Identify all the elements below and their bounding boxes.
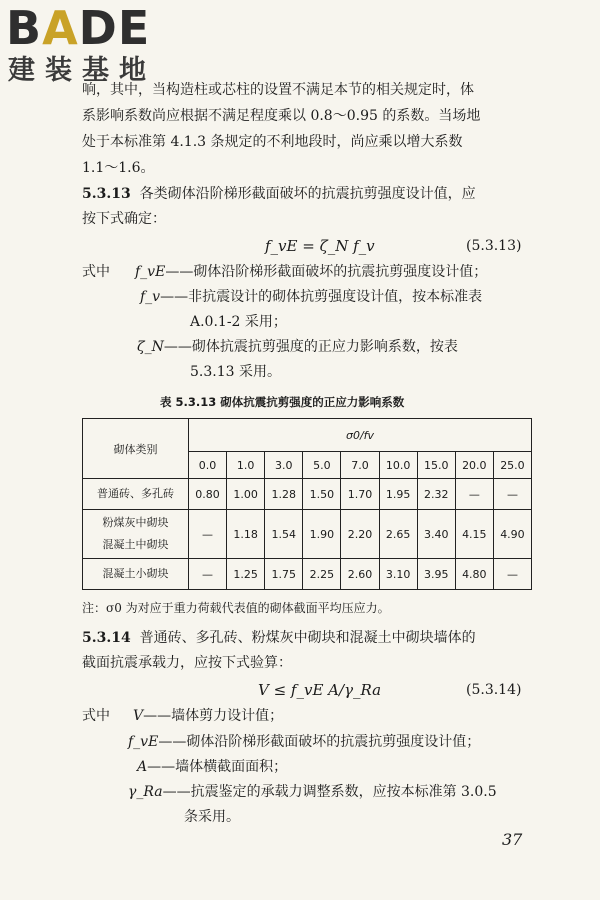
formula-5-3-13	[265, 236, 375, 256]
table-cell: 1.75	[265, 559, 303, 590]
table-col-header: 1.0	[227, 452, 265, 479]
table-row	[83, 479, 532, 510]
table-cell: 1.95	[379, 479, 417, 510]
def-zeta-n-cont: 5.3.13 采用。	[190, 364, 281, 380]
formula-text: V ≤ f_vE A/γ_Ra	[258, 681, 382, 699]
def-symbol: γ_Ra	[128, 784, 163, 800]
table-row-category: 普通砖、多孔砖	[83, 479, 189, 510]
def-gamma-ra-cont: 条采用。	[184, 809, 240, 825]
intro-line-1: 响，其中，当构造柱或芯柱的设置不满足本节的相关规定时，体	[82, 82, 474, 98]
table-col-header: 0.0	[189, 452, 227, 479]
where-label: 式中	[82, 708, 110, 724]
clause-text: 普通砖、多孔砖、粉煤灰中砌块和混凝土中砌块墙体的	[139, 630, 476, 646]
intro-line-4: 1.1～1.6。	[82, 160, 155, 176]
logo-subtitle: 建装基地	[8, 55, 156, 86]
def-symbol: f_vE	[128, 734, 159, 750]
table-cell: 1.54	[265, 510, 303, 559]
table-cell: 4.80	[455, 559, 493, 590]
table-row-category	[83, 510, 189, 559]
def-v	[133, 706, 283, 726]
table-cell: 3.40	[417, 510, 455, 559]
brand-logo	[6, 2, 181, 86]
def-desc: ——墙体剪力设计值；	[143, 708, 284, 724]
table-col-header: 7.0	[341, 452, 379, 479]
intro-line-3: 处于本标准第 4.1.3 条规定的不利地段时，尚应乘以增大系数	[82, 134, 463, 150]
def-desc: ——砌体沿阶梯形截面破坏的抗震抗剪强度设计值；	[165, 264, 488, 280]
table-cell: —	[493, 479, 531, 510]
page-number: 37	[502, 830, 523, 849]
table-cell: —	[189, 559, 227, 590]
coefficient-table	[82, 418, 532, 590]
table-cell: —	[189, 510, 227, 559]
formula-number-5-3-14: (5.3.14)	[466, 682, 522, 698]
table-cell: 2.25	[303, 559, 341, 590]
table-cell: 1.28	[265, 479, 303, 510]
table-cell: 3.95	[417, 559, 455, 590]
clause-text: 各类砌体沿阶梯形截面破坏的抗震抗剪强度设计值，应	[139, 186, 476, 202]
where-label: 式中	[82, 264, 110, 280]
table-cell: 1.25	[227, 559, 265, 590]
clause-number: 5.3.14	[82, 630, 131, 646]
table-col-header: 5.0	[303, 452, 341, 479]
table-col-header: 20.0	[455, 452, 493, 479]
table-cell: 2.20	[341, 510, 379, 559]
def-zeta-n	[137, 337, 458, 357]
table-row	[83, 559, 532, 590]
table-corner-header: 砌体类别	[83, 419, 189, 479]
clause-5-3-13-line-1	[82, 184, 476, 204]
def-desc: ——非抗震设计的砌体抗剪强度设计值，按本标准表	[160, 289, 483, 305]
def-desc: ——砌体抗震抗剪强度的正应力影响系数，按表	[163, 339, 458, 355]
clause-5-3-14-line-2: 截面抗震承载力，应按下式验算：	[82, 655, 292, 671]
table-cell: 2.65	[379, 510, 417, 559]
table-caption: 表 5.3.13 砌体抗震抗剪强度的正应力影响系数	[160, 395, 405, 409]
table-cell: 2.60	[341, 559, 379, 590]
table-cell: 1.18	[227, 510, 265, 559]
table-cell: —	[455, 479, 493, 510]
def-desc: ——砌体沿阶梯形截面破坏的抗震抗剪强度设计值；	[158, 734, 481, 750]
table-cell: 4.15	[455, 510, 493, 559]
table-note: 注：σ0 为对应于重力荷载代表值的砌体截面平均压应力。	[82, 601, 390, 615]
category-line: 粉煤灰中砌块	[102, 516, 169, 529]
table-cell: 1.70	[341, 479, 379, 510]
formula-number-5-3-13: (5.3.13)	[466, 238, 522, 254]
table-col-header: 25.0	[493, 452, 531, 479]
table-cell: 1.90	[303, 510, 341, 559]
table-col-header: 15.0	[417, 452, 455, 479]
clause-5-3-13-line-2: 按下式确定：	[82, 211, 166, 227]
def-symbol: A	[137, 759, 148, 775]
def-fv-cont: A.0.1-2 采用；	[190, 314, 287, 330]
category-line: 混凝土中砌块	[102, 538, 169, 551]
clause-number: 5.3.13	[82, 186, 131, 202]
table-cell: 3.10	[379, 559, 417, 590]
intro-line-2: 系影响系数尚应根据不满足程度乘以 0.8～0.95 的系数。当场地	[82, 108, 481, 124]
def-gamma-ra	[128, 782, 497, 802]
table-col-header: 10.0	[379, 452, 417, 479]
table-group-header: σ0/fv	[189, 419, 532, 452]
formula-5-3-14	[258, 680, 381, 700]
table-row	[83, 510, 532, 559]
clause-5-3-14-line-1	[82, 628, 476, 648]
def-a	[137, 757, 287, 777]
def-symbol: f_v	[140, 289, 161, 305]
def-symbol: V	[133, 708, 144, 724]
def-desc: ——抗震鉴定的承载力调整系数，应按本标准第 3.0.5	[162, 784, 497, 800]
table-cell: 1.50	[303, 479, 341, 510]
table-cell: 2.32	[417, 479, 455, 510]
table-cell: —	[493, 559, 531, 590]
def-fvE-2	[128, 732, 480, 752]
def-symbol: ζ_N	[137, 339, 164, 355]
formula-text: f_vE = ζ_N f_v	[265, 237, 375, 255]
logo-wordmark: BADE	[6, 1, 151, 55]
table-cell: 0.80	[189, 479, 227, 510]
table-cell: 4.90	[493, 510, 531, 559]
def-fv	[140, 287, 482, 307]
def-symbol: f_vE	[135, 264, 166, 280]
table-col-header: 3.0	[265, 452, 303, 479]
table-cell: 1.00	[227, 479, 265, 510]
def-fvE	[135, 262, 487, 282]
def-desc: ——墙体横截面面积；	[147, 759, 288, 775]
table-row-category: 混凝土小砌块	[83, 559, 189, 590]
